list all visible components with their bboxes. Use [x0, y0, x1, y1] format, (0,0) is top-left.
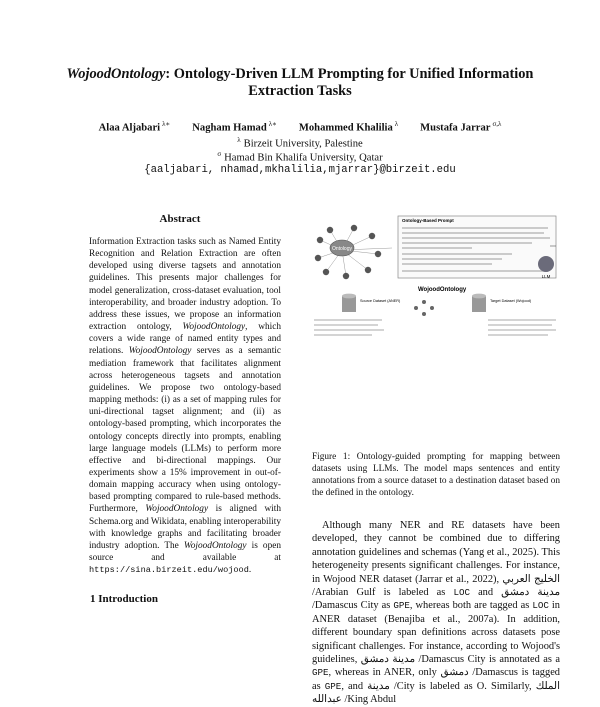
source-label: Source Dataset (ANER): [360, 299, 401, 303]
abstract-heading: Abstract: [159, 213, 201, 225]
affiliation: $^\lambda$ Birzeit University, Palestine: [237, 136, 363, 150]
mini-graph: [414, 300, 434, 316]
llm-label: LLM: [541, 274, 551, 279]
paper-title: [60, 66, 540, 100]
intro-heading: 1 Introduction: [90, 593, 158, 605]
figure-caption: Figure 1: Ontology-guided prompting for mapping between datasets using LLMs. The model maps sentences and entity annotations from a source dataset to a destination dataset based on the defined in the ontology.: [312, 452, 560, 499]
prompt-box: [398, 216, 556, 278]
figure-diagram: [312, 210, 560, 442]
prompt-title: Ontology-Based Prompt: [402, 218, 454, 223]
author: Nagham Hamad $^{\lambda∗}$: [192, 120, 277, 134]
author: Mustafa Jarrar $^{\sigma,\lambda}$: [420, 120, 502, 134]
author-emails: {aaljabari, nhamad,mkhalilia,mjarrar}@birzeit.edu: [144, 164, 456, 176]
repo-link[interactable]: https://sina.birzeit.edu/wojood: [89, 565, 249, 576]
ontology-label: Ontology: [331, 246, 353, 252]
title-rest: : Ontology-Driven LLM Prompting for Unified Information Extraction Tasks: [165, 66, 534, 99]
target-db-icon: [472, 294, 486, 312]
llm-icon: [538, 256, 554, 272]
abstract-text: Information Extraction tasks such as Named Entity Recognition and Relation Extraction are often developed using diverse tagsets and annotation guidelines. This presents major challenges for model generalization, cross-dataset evaluation, tool interoperability, and broader industry adoption. To address these issues, we propose an information extraction ontology, WojoodOntology, which covers a wide range of named entity types and relations. WojoodOntology serves as a semantic mediation framework that facilitates alignment across heterogeneous tagsets and annotation guidelines. We propose two ontology-based mapping methods: (i) as a set of mapping rules for uni-directional tagset alignment; and (ii) as ontology-based prompting, which incorporates the ontology concepts directly into prompts, enabling large language models (LLMs) to perform more effective and bi-directional mappings. Our experiments show a 15% improvement in out-of-domain mapping accuracy when using ontology-based prompting compared to rule-based methods. Furthermore, WojoodOntology is aligned with Schema.org and Wikidata, enabling interoperability with knowledge graphs and facilitating broader industry adoption. The WojoodOntology is open source and available at https://sina.birzeit.edu/wojood.: [89, 237, 282, 576]
affiliation: $^\sigma$ Hamad Bin Khalifa University, Qatar: [217, 150, 383, 164]
author: Alaa Aljabari $^{\lambda∗}$: [98, 120, 171, 134]
title-name: WojoodOntology: [66, 66, 166, 82]
body-paragraph: Although many NER and RE datasets have been developed, they cannot be combined due to differing annotation guidelines and schemas (Yang et al., 2025). This heterogeneity presents significant challenges. For instance, in Wojood NER dataset (Jarrar et al., 2022), الخليج العربي /Arabian Gulf is labeled as LOC and مدينة دمشق /Damascus City as GPE, whereas both are tagged as LOC in ANER dataset (Benajiba et al., 2007a). In addition, different boundary span definitions across datasets pose significant challenges. For instance, according to Wojood's guidelines, مدينة دمشق /Damascus City is annotated as a GPE, whereas in ANER, only دمشق /Damascus is tagged as GPE, and مدينة /City is labeled as O. Similarly, الملك عبدالله /King Abdul: [312, 520, 561, 706]
source-db-icon: [342, 294, 356, 312]
target-label: Target Dataset (Wojood): [490, 299, 532, 303]
author-list: [40, 120, 560, 134]
ontology-graph-edges: [318, 228, 392, 276]
figure-1: [312, 210, 560, 442]
json-lines: [314, 320, 556, 335]
center-label: WojoodOntology: [418, 287, 467, 293]
author: Mohammed Khalilia $^\lambda$: [298, 120, 399, 134]
